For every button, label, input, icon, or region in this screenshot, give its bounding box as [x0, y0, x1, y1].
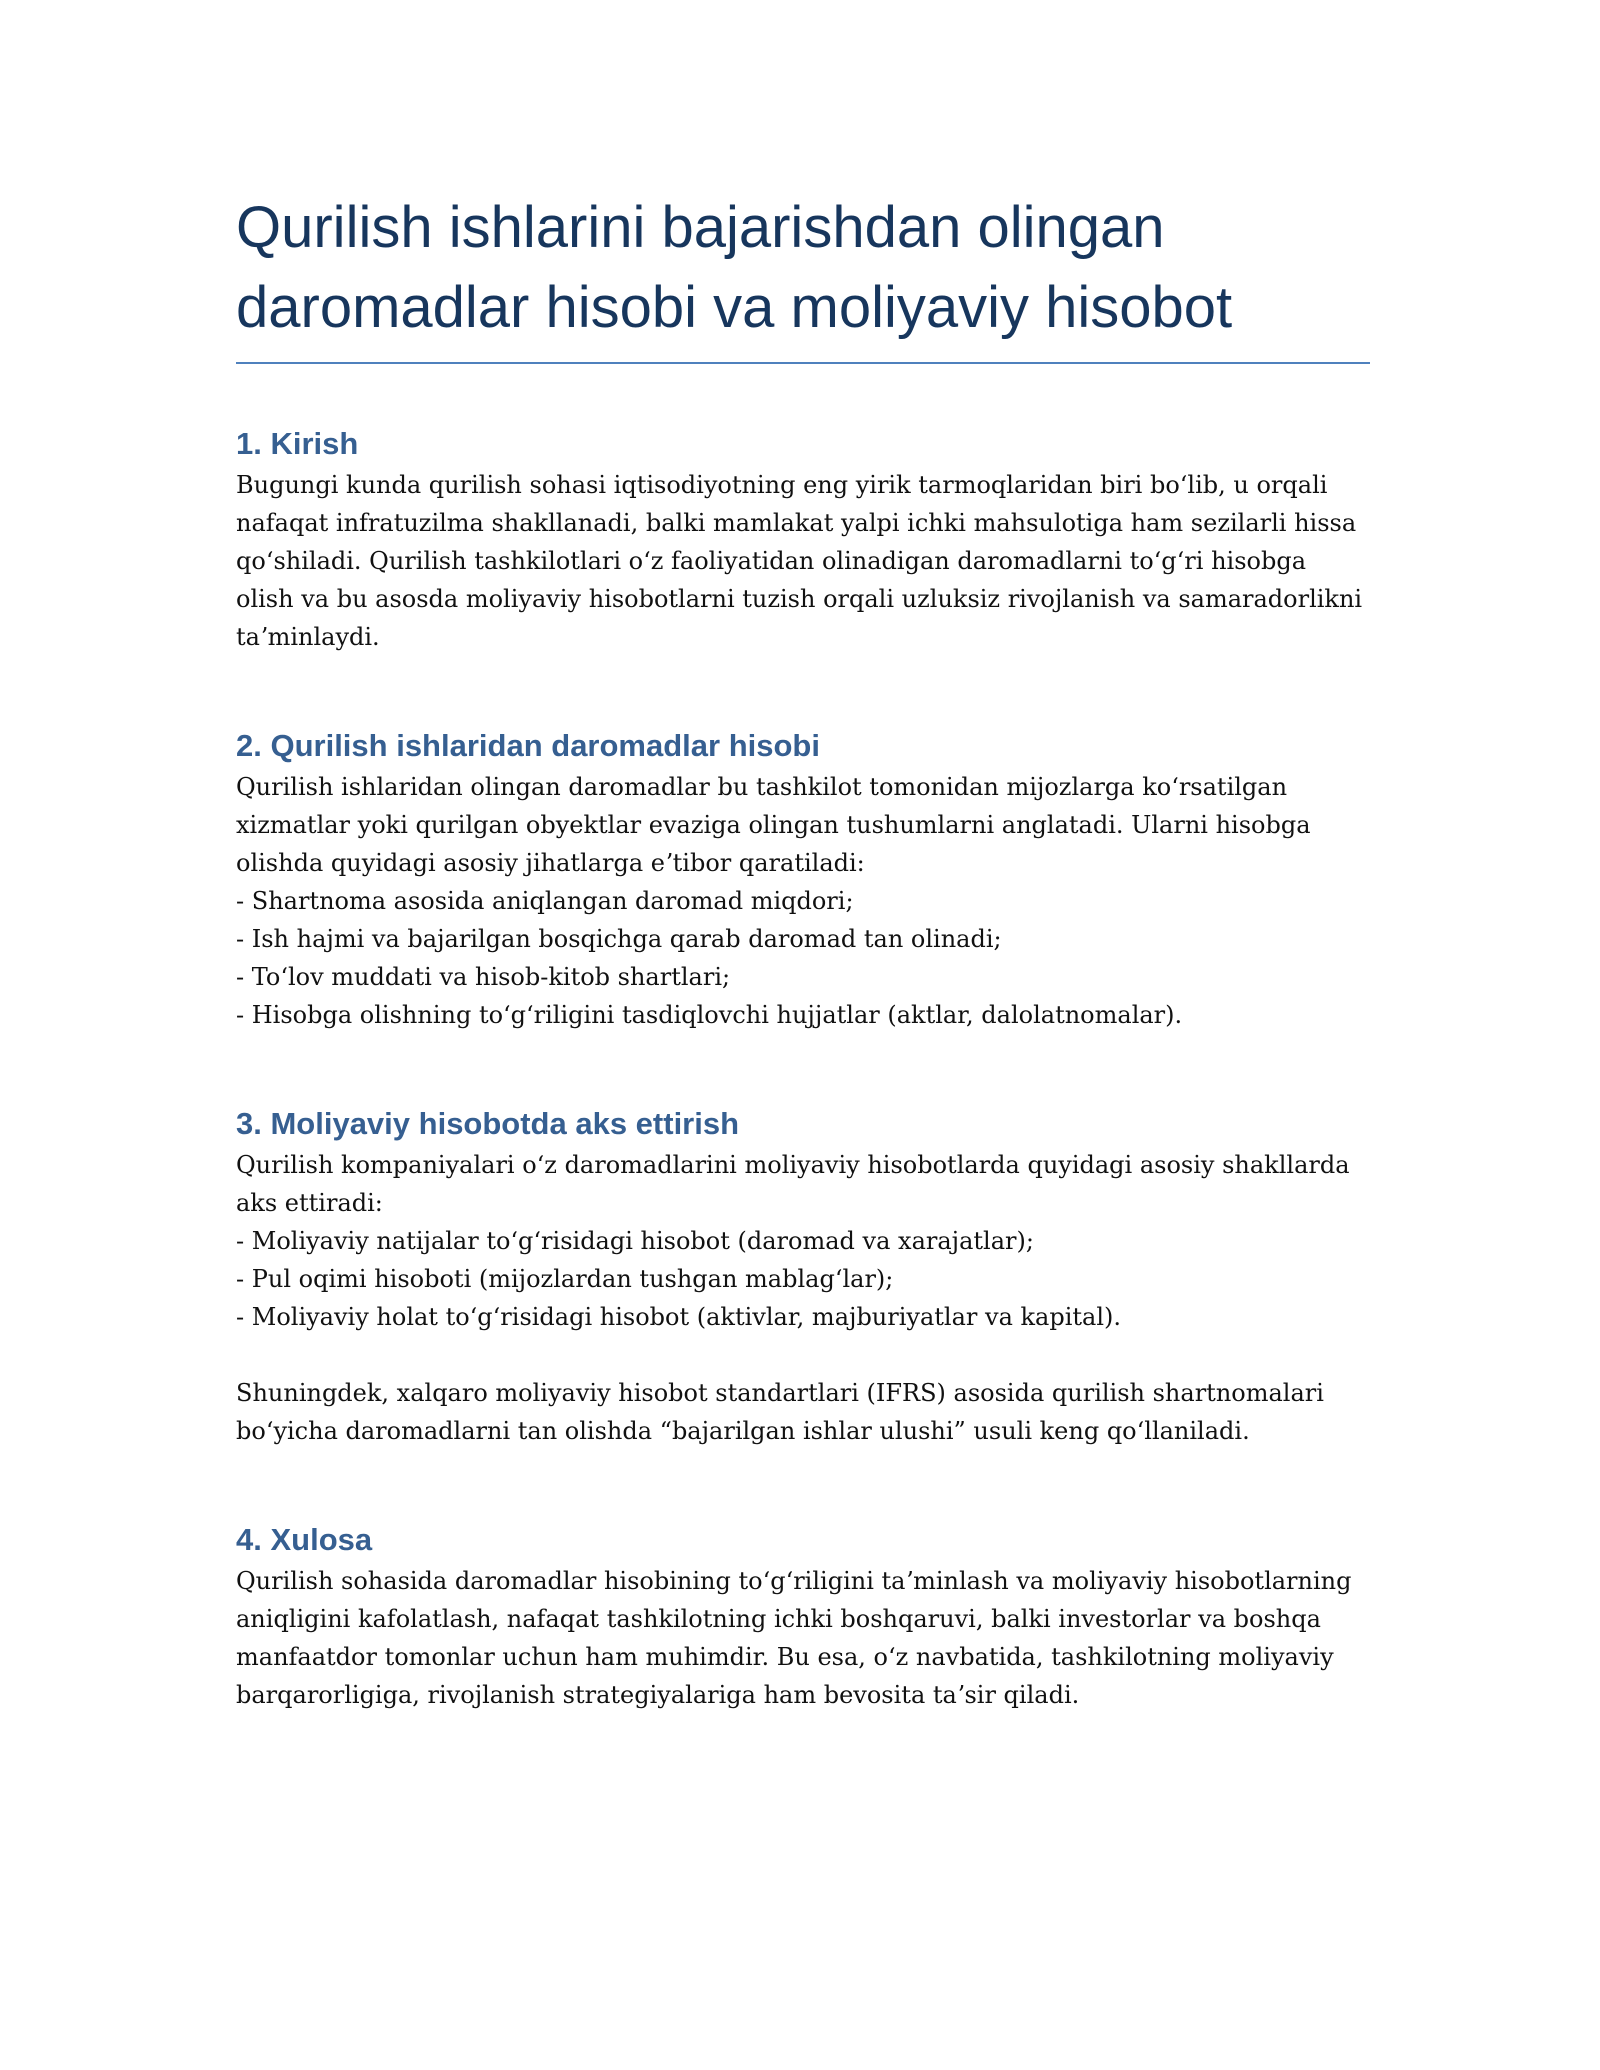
section-heading: 1. Kirish	[236, 426, 359, 461]
bullet-list	[236, 1222, 1370, 1336]
section-financial-reporting	[236, 1104, 1370, 1450]
section-paragraph: Bugungi kunda qurilish sohasi iqtisodiyotning eng yirik tarmoqlaridan biri boʻlib, u orqali nafaqat infratuzilma shakllanadi, balki mamlakat yalpi ichki mahsulotiga ham sezilarli hissa qoʻshiladi. Qurilish tashkilotlari oʻz faoliyatidan olinadigan daromadlarni toʻgʻri hisobga olish va bu asosda moliyaviy hisobotlarni tuzish orqali uzluksiz rivojlanish va samaradorlikni taʼminlaydi.	[236, 471, 1363, 651]
section-heading: 2. Qurilish ishlaridan daromadlar hisobi	[236, 728, 820, 763]
document-title: Qurilish ishlarini bajarishdan olingan daromadlar hisobi va moliyaviy hisobot	[236, 188, 1370, 364]
list-item: - Toʻlov muddati va hisob-kitob shartlari;	[236, 958, 1370, 996]
list-item: - Shartnoma asosida aniqlangan daromad miqdori;	[236, 882, 1370, 920]
list-item: - Moliyaviy natijalar toʻgʻrisidagi hisobot (daromad va xarajatlar);	[236, 1222, 1370, 1260]
section-heading: 3. Moliyaviy hisobotda aks ettirish	[236, 1106, 740, 1141]
section-revenue-accounting	[236, 726, 1370, 1034]
section-introduction	[236, 424, 1370, 656]
section-paragraph-ifrs: Shuningdek, xalqaro moliyaviy hisobot standartlari (IFRS) asosida qurilish shartnomalari boʻyicha daromadlarni tan olishda “bajarilgan ishlar ulushi” usuli keng qoʻllaniladi.	[236, 1379, 1324, 1445]
section-paragraph: Qurilish ishlaridan olingan daromadlar bu tashkilot tomonidan mijozlarga koʻrsatilgan xizmatlar yoki qurilgan obyektlar evaziga olingan tushumlarni anglatadi. Ularni hisobga olishda quyidagi asosiy jihatlarga eʼtibor qaratiladi:	[236, 773, 1311, 877]
bullet-list	[236, 882, 1370, 1034]
section-paragraph: Qurilish sohasida daromadlar hisobining toʻgʻriligini taʼminlash va moliyaviy hisobotlarning aniqligini kafolatlash, nafaqat tashkilotning ichki boshqaruvi, balki investorlar va boshqa manfaatdor tomonlar uchun ham muhimdir. Bu esa, oʻz navbatida, tashkilotning moliyaviy barqarorligiga, rivojlanish strategiyalariga ham bevosita taʼsir qiladi.	[236, 1567, 1352, 1709]
list-item: - Ish hajmi va bajarilgan bosqichga qarab daromad tan olinadi;	[236, 920, 1370, 958]
section-paragraph: Qurilish kompaniyalari oʻz daromadlarini moliyaviy hisobotlarda quyidagi asosiy shakllarda aks ettiradi:	[236, 1151, 1350, 1217]
list-item: - Pul oqimi hisoboti (mijozlardan tushgan mablagʻlar);	[236, 1260, 1370, 1298]
section-heading: 4. Xulosa	[236, 1522, 373, 1557]
section-conclusion	[236, 1520, 1370, 1714]
document-page	[236, 188, 1370, 1714]
list-item: - Hisobga olishning toʻgʻriligini tasdiqlovchi hujjatlar (aktlar, dalolatnomalar).	[236, 996, 1370, 1034]
list-item: - Moliyaviy holat toʻgʻrisidagi hisobot (aktivlar, majburiyatlar va kapital).	[236, 1298, 1370, 1336]
